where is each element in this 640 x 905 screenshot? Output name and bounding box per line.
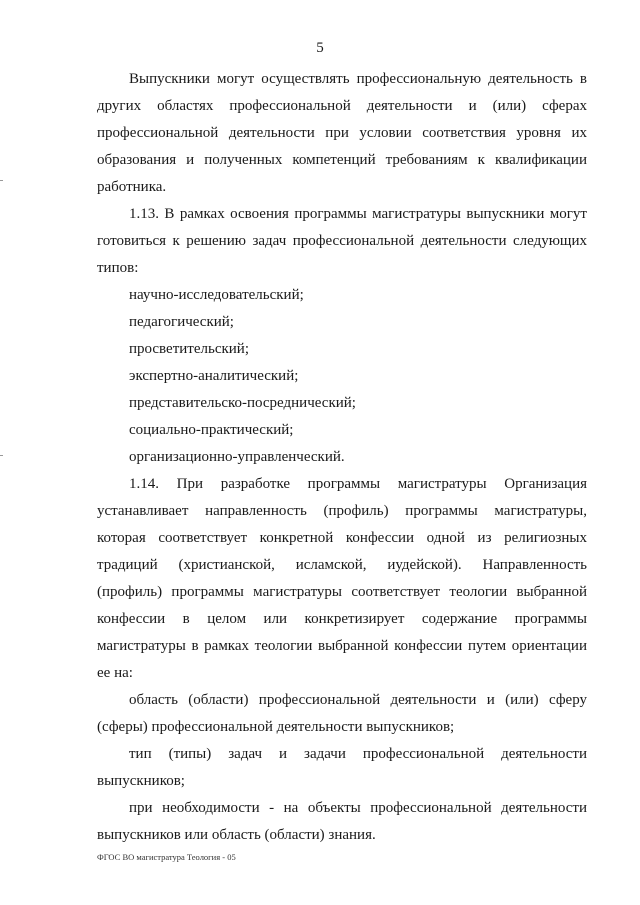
list-item: просветительский;: [129, 341, 249, 357]
scan-edge-mark: [0, 455, 3, 456]
scan-edge-mark: [0, 180, 3, 181]
list-item: экспертно-аналитический;: [129, 368, 299, 384]
list-item: социально-практический;: [129, 422, 294, 438]
paragraph: при необходимости - на объекты профессиональной деятельности выпускников или область (области) знания.: [97, 800, 587, 843]
footer-text: ФГОС ВО магистратура Теология - 05: [97, 852, 236, 862]
page-number: 5: [316, 40, 324, 56]
document-body: [97, 66, 587, 849]
paragraph: тип (типы) задач и задачи профессиональной деятельности выпускников;: [97, 746, 587, 789]
list-item: организационно-управленческий.: [129, 449, 345, 465]
paragraph: область (области) профессиональной деятельности и (или) сферу (сферы) профессиональной деятельности выпускников;: [97, 692, 587, 735]
list-item: представительско-посреднический;: [129, 395, 356, 411]
paragraph: Выпускники могут осуществлять профессиональную деятельность в других областях профессиональной деятельности и (или) сферах профессиональной деятельности при условии соответствия уровня их образования и полученных компетенций требованиям к квалификации работника.: [97, 71, 587, 195]
list-item: педагогический;: [129, 314, 234, 330]
paragraph: 1.14. При разработке программы магистратуры Организация устанавливает направленность (профиль) программы магистратуры, которая соответствует конкретной конфессии одной из религиозных традиций (христианской, исламской, иудейской). Направленность (профиль) программы магистратуры соответствует теологии выбранной конфессии в целом или конкретизирует содержание программы магистратуры в рамках теологии выбранной конфессии путем ориентации ее на:: [97, 476, 587, 681]
paragraph: 1.13. В рамках освоения программы магистратуры выпускники могут готовиться к решению задач профессиональной деятельности следующих типов:: [97, 206, 587, 276]
list-item: научно-исследовательский;: [129, 287, 304, 303]
